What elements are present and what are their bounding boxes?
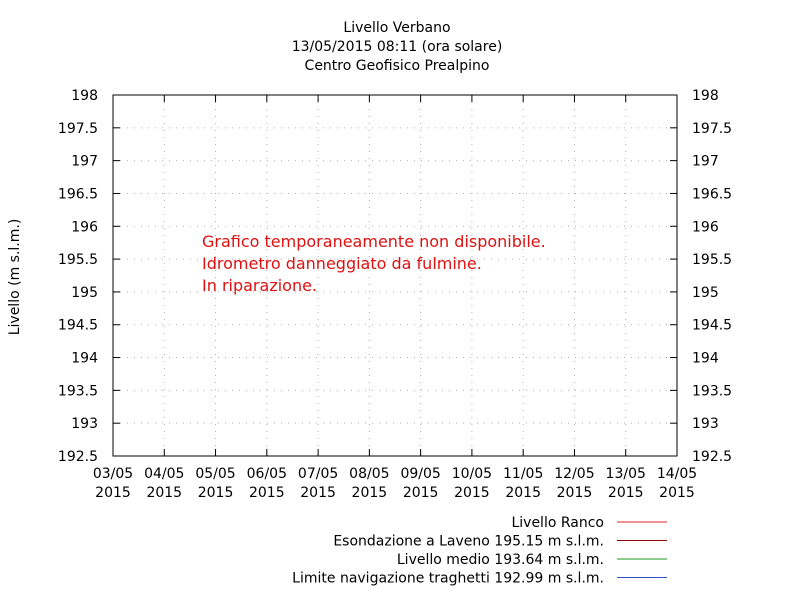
- y-tick-label-left: 193.5: [57, 383, 98, 400]
- x-tick-label-year: 2015: [300, 485, 336, 501]
- y-tick-label-left: 198: [71, 88, 98, 104]
- x-tick-label-year: 2015: [659, 485, 695, 501]
- grid: [113, 95, 677, 456]
- y-axis-label: Livello (m s.l.m.): [7, 218, 23, 336]
- x-tick-label-date: 06/05: [246, 466, 287, 482]
- x-tick-label-date: 10/05: [451, 466, 493, 482]
- y-tick-label-right: 194: [692, 350, 719, 367]
- x-tick-label-date: 11/05: [503, 466, 544, 482]
- x-tick-label-year: 2015: [248, 485, 285, 501]
- y-tick-label-right: 196.5: [692, 186, 733, 203]
- y-tick-label-left: 197.5: [57, 120, 98, 137]
- y-tick-label-right: 198: [692, 88, 719, 104]
- x-tick-label-year: 2015: [454, 485, 490, 501]
- x-tick-label-year: 2015: [351, 485, 388, 501]
- y-tick-label-right: 196: [692, 219, 719, 236]
- y-tick-label-right: 195: [692, 284, 719, 301]
- x-tick-label-date: 12/05: [554, 466, 595, 482]
- x-tick-label-date: 07/05: [297, 466, 339, 482]
- x-tick-label-date: 08/05: [349, 466, 390, 482]
- x-tick-label-year: 2015: [95, 485, 131, 501]
- notice-line: Grafico temporaneamente non disponibile.: [202, 232, 546, 251]
- x-tick-label-year: 2015: [505, 485, 542, 501]
- x-tick-label-date: 14/05: [656, 466, 698, 482]
- notice-line: Idrometro danneggiato da fulmine.: [202, 254, 482, 273]
- axis-ticks: [58, 88, 732, 501]
- y-tick-label-left: 196: [71, 219, 98, 236]
- y-tick-label-right: 194.5: [692, 317, 733, 334]
- y-tick-label-left: 192.5: [57, 449, 98, 465]
- x-tick-label-date: 03/05: [92, 466, 134, 482]
- legend: [292, 515, 667, 587]
- x-tick-label-date: 05/05: [195, 466, 236, 482]
- y-tick-label-right: 195.5: [692, 252, 733, 269]
- y-tick-label-left: 195.5: [57, 252, 98, 269]
- x-tick-label-year: 2015: [402, 485, 439, 501]
- legend-label: Livello Ranco: [511, 515, 604, 531]
- x-tick-label-year: 2015: [556, 485, 593, 501]
- plot-frame: [113, 95, 677, 456]
- x-tick-label-date: 09/05: [400, 466, 441, 482]
- legend-label: Livello medio 193.64 m s.l.m.: [396, 552, 604, 568]
- x-tick-label-date: 04/05: [144, 466, 185, 482]
- notice-line: In riparazione.: [202, 276, 318, 295]
- y-tick-label-right: 192.5: [692, 449, 733, 465]
- x-tick-label-date: 13/05: [605, 466, 646, 482]
- chart-title: Livello Verbano: [343, 20, 451, 36]
- y-tick-label-right: 197.5: [692, 120, 733, 137]
- y-tick-label-right: 193: [692, 416, 719, 433]
- x-tick-label-year: 2015: [607, 485, 644, 501]
- y-tick-label-right: 197: [692, 153, 719, 170]
- y-tick-label-left: 196.5: [57, 186, 98, 203]
- y-tick-label-left: 194: [71, 350, 98, 367]
- y-tick-label-left: 194.5: [57, 317, 98, 334]
- legend-label: Limite navigazione traghetti 192.99 m s.l.m.: [292, 570, 604, 587]
- x-tick-label-year: 2015: [197, 485, 234, 501]
- y-tick-label-left: 193: [71, 416, 98, 433]
- chart-source: Centro Geofisico Prealpino: [304, 58, 490, 74]
- y-tick-label-left: 197: [71, 153, 98, 170]
- y-tick-label-right: 193.5: [692, 383, 733, 400]
- unavailable-notice: [202, 232, 546, 295]
- x-tick-label-year: 2015: [146, 485, 183, 501]
- legend-label: Esondazione a Laveno 195.15 m s.l.m.: [333, 533, 604, 550]
- y-tick-label-left: 195: [71, 284, 98, 301]
- chart-header: [292, 20, 503, 74]
- chart-subtitle: 13/05/2015 08:11 (ora solare): [291, 39, 503, 55]
